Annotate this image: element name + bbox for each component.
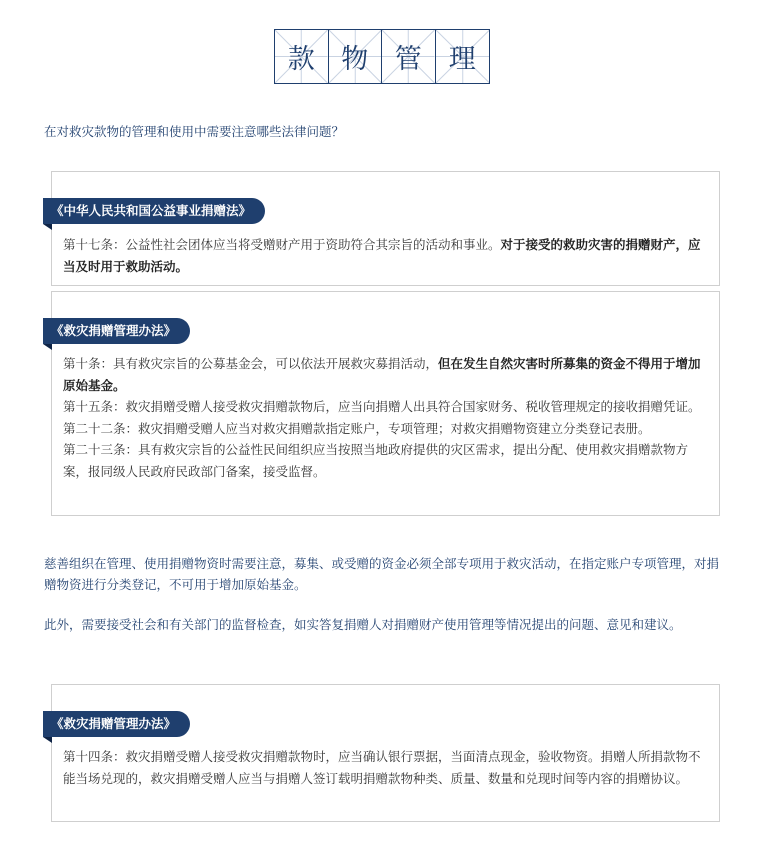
law-title-tag: 《救灾捐赠管理办法》 [43,318,190,344]
title-char: 理 [448,44,476,75]
title-grid [274,29,490,84]
article-text: 第二十三条：具有救灾宗旨的公益性民间组织应当按照当地政府提供的灾区需求，提出分配、使用救灾捐赠款物方案，报同级人民政府民政部门备案，接受监督。 [63,442,689,479]
law-box [51,291,720,516]
title-char-cell [275,30,329,83]
title-char-cell [329,30,383,83]
law-title-tag: 《救灾捐赠管理办法》 [43,711,190,737]
body-paragraph: 此外，需要接受社会和有关部门的监督检查，如实答复捐赠人对捐赠财产使用管理等情况提出的问题、意见和建议。 [44,617,682,632]
article-list [63,353,709,482]
article-list [63,746,709,789]
article-text: 第十条：具有救灾宗旨的公募基金会，可以依法开展救灾募捐活动，但在发生自然灾害时所募集的资金不得用于增加原始基金。 [63,356,701,393]
title-char-cell [436,30,490,83]
question-text: 在对救灾款物的管理和使用中需要注意哪些法律问题？ [44,124,345,139]
title-char: 物 [341,44,369,75]
article-text: 第十五条：救灾捐赠受赠人接受救灾捐赠款物后，应当向捐赠人出具符合国家财务、税收管理规定的接收捐赠凭证。 [63,399,701,414]
title-char: 管 [394,44,422,75]
law-box [51,171,720,286]
article-list [63,234,709,277]
body-paragraph: 慈善组织在管理、使用捐赠物资时需要注意，募集、或受赠的资金必须全部专项用于救灾活动，在指定账户专项管理，对捐赠物资进行分类登记，不可用于增加原始基金。 [44,556,720,592]
law-title-tag: 《中华人民共和国公益事业捐赠法》 [43,198,265,224]
article-text: 第十七条：公益性社会团体应当将受赠财产用于资助符合其宗旨的活动和事业。对于接受的救助灾害的捐赠财产，应当及时用于救助活动。 [63,237,701,274]
title-char: 款 [287,44,315,75]
law-box [51,684,720,822]
title-char-cell [382,30,436,83]
article-text: 第二十二条：救灾捐赠受赠人应当对救灾捐赠款指定账户，专项管理；对救灾捐赠物资建立分类登记表册。 [63,420,651,436]
article-text: 第十四条：救灾捐赠受赠人接受救灾捐赠款物时，应当确认银行票据，当面清点现金，验收物资。捐赠人所捐款物不能当场兑现的，救灾捐赠受赠人应当与捐赠人签订载明捐赠款物种类、质量、数量和兑现时间等内容的捐赠协议。 [63,749,701,786]
